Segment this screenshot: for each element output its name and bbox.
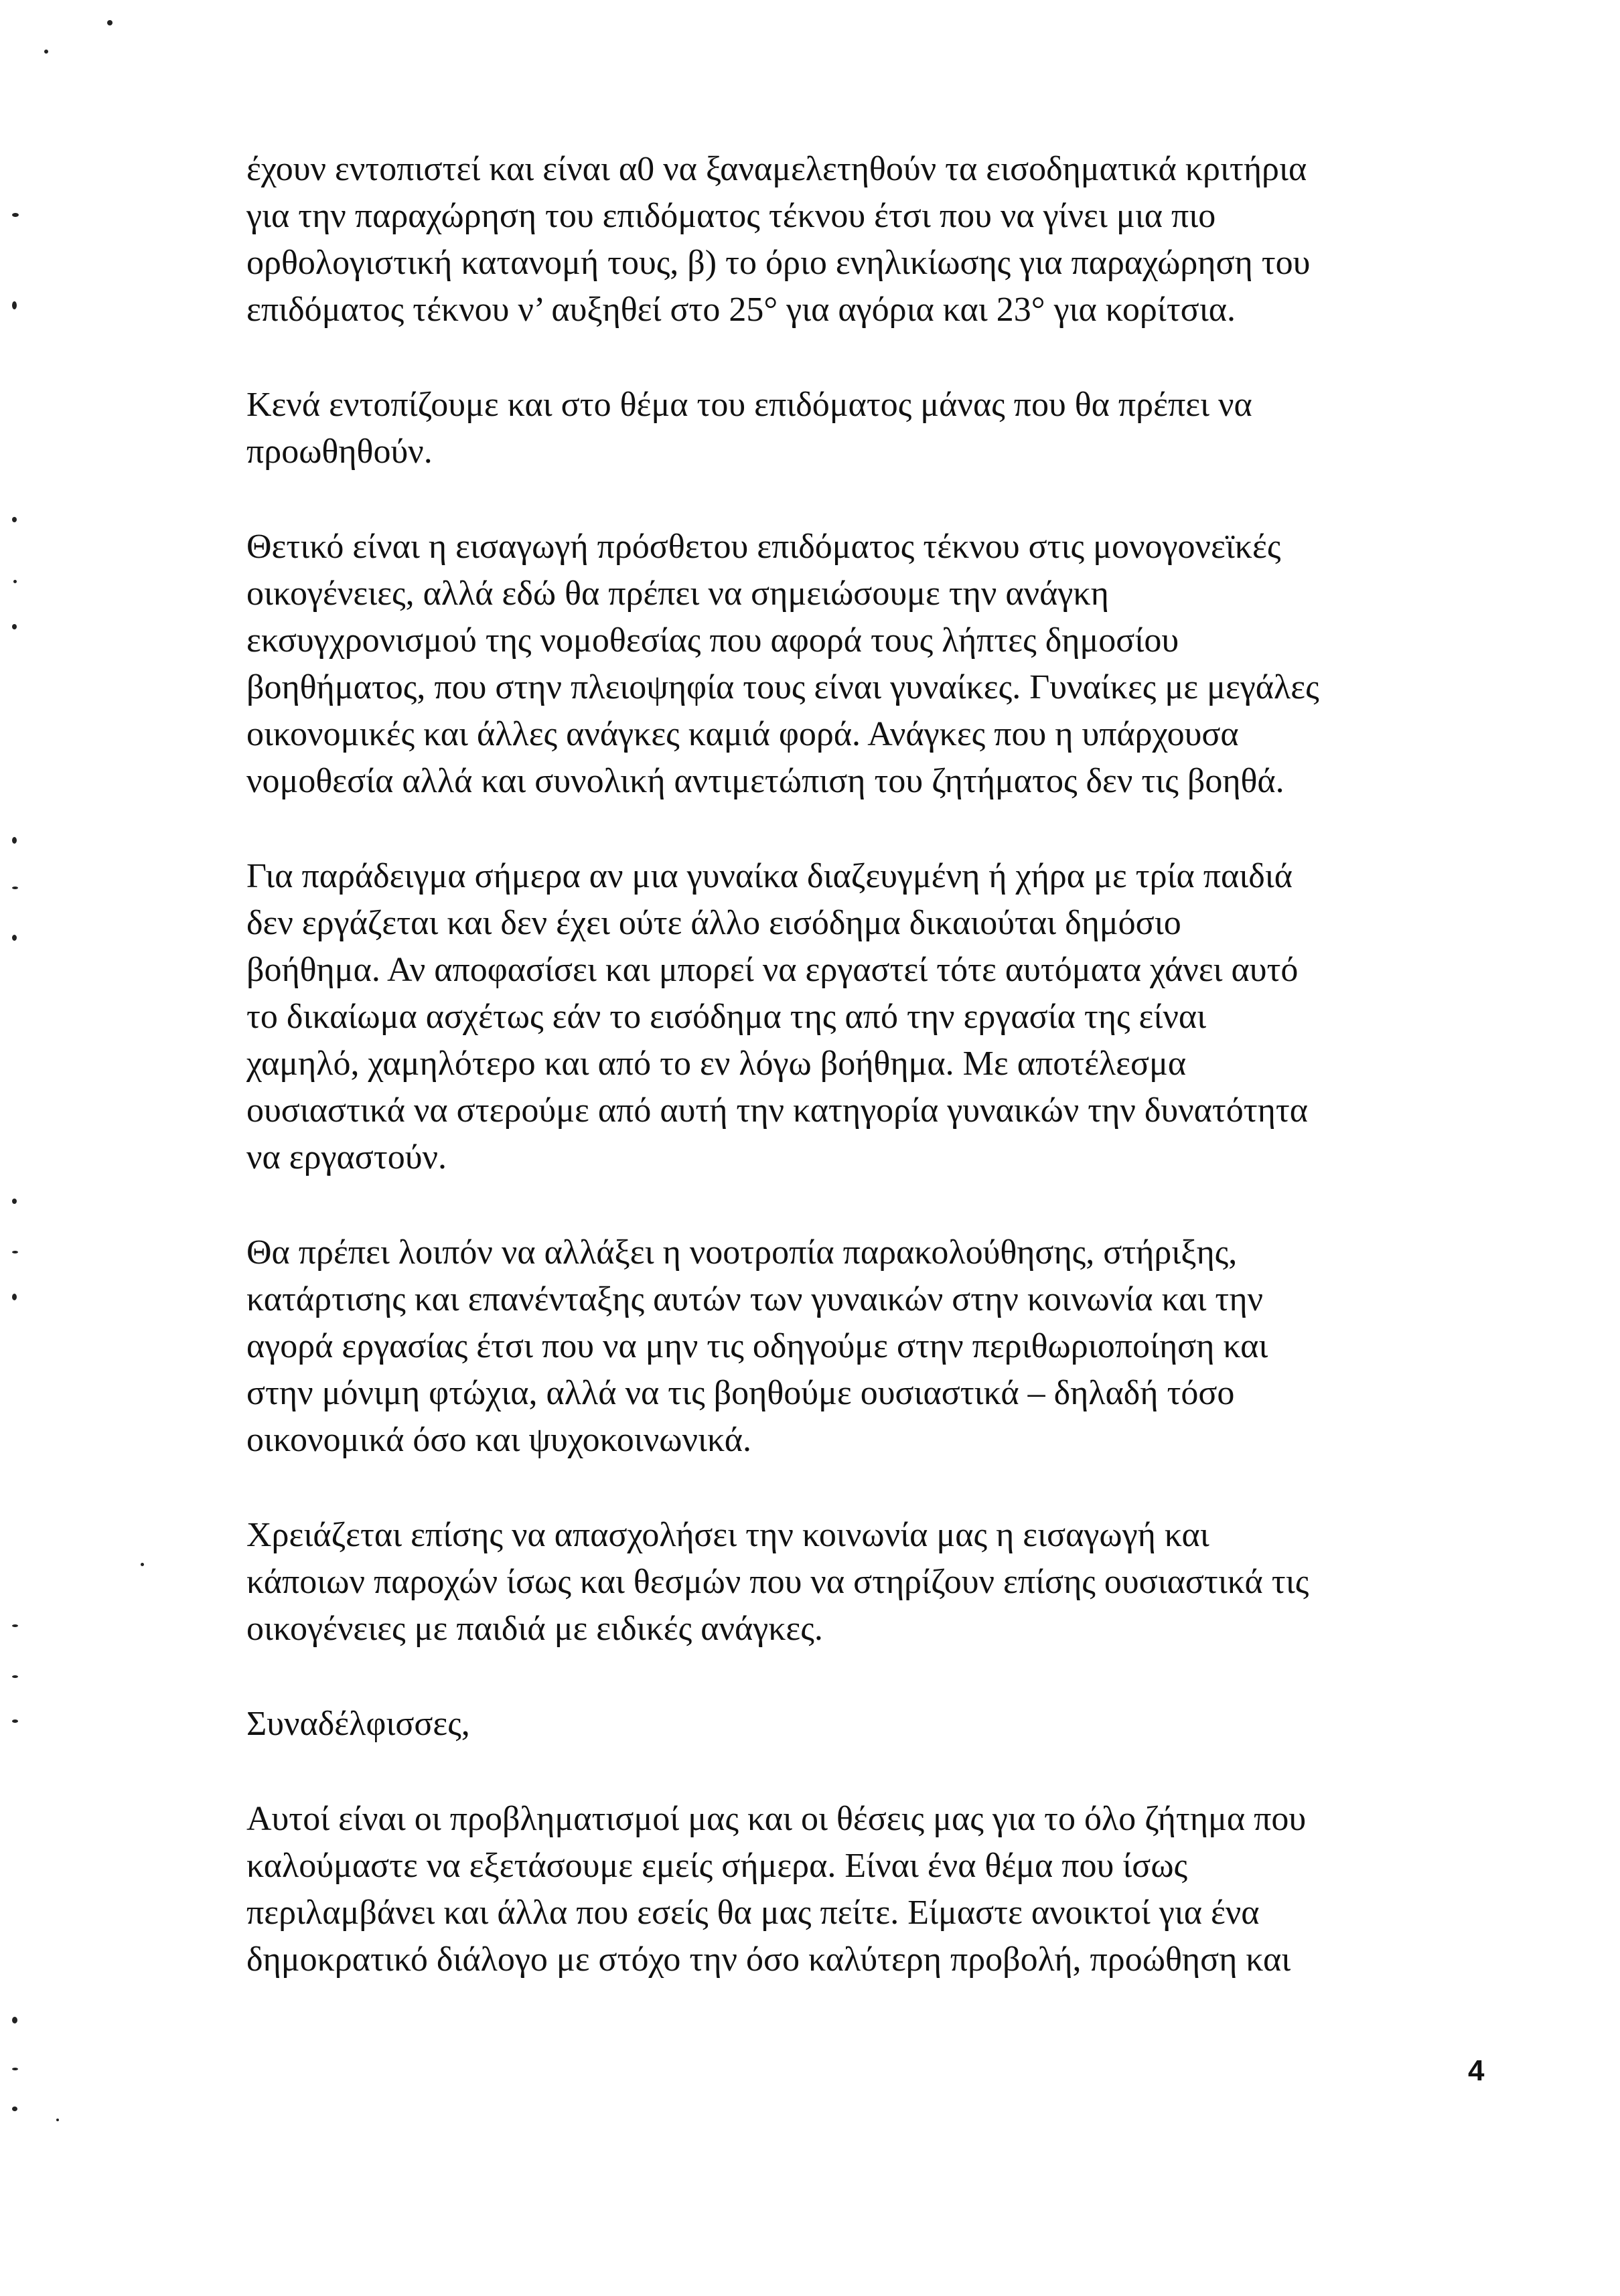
text-line: για την παραχώρηση του επιδόματος τέκνου έτσι που να γίνει μια πιο	[246, 197, 1216, 235]
paragraph-1	[246, 146, 1472, 333]
text-line: έχουν εντοπιστεί και είναι α0 να ξαναμελετηθούν τα εισοδηματικά κριτήρια	[246, 150, 1307, 188]
text-line: οικονομικά όσο και ψυχοκοινωνικά.	[246, 1421, 751, 1459]
scan-speck	[141, 1563, 144, 1566]
scan-speck	[12, 887, 18, 889]
salutation	[246, 1701, 1472, 1748]
text-line: να εργαστούν.	[246, 1138, 447, 1176]
paragraph-6	[246, 1512, 1472, 1653]
text-line: το δικαίωμα ασχέτως εάν το εισόδημα της από την εργασία της είναι	[246, 998, 1207, 1036]
paragraph-2	[246, 382, 1472, 475]
text-line: επιδόματος τέκνου ν’ αυξηθεί στο 25° για αγόρια και 23° για κορίτσια.	[246, 291, 1236, 329]
scan-speck	[56, 2119, 59, 2121]
page-number: 4	[1468, 2054, 1485, 2087]
scan-speck	[12, 1675, 18, 1678]
scan-speck	[12, 1624, 18, 1627]
scan-speck	[12, 517, 17, 522]
text-line: οικογένειες με παιδιά με ειδικές ανάγκες.	[246, 1610, 823, 1648]
paragraph-8	[246, 1796, 1472, 1983]
text-line: Θα πρέπει λοιπόν να αλλάξει η νοοτροπία παρακολούθησης, στήριξης,	[246, 1233, 1238, 1272]
scan-speck	[12, 2017, 17, 2023]
scan-speck	[12, 301, 17, 309]
scan-speck	[12, 1719, 18, 1723]
text-line: εκσυγχρονισμού της νομοθεσίας που αφορά τους λήπτες δημοσίου	[246, 621, 1179, 660]
text-line: βοηθήματος, που στην πλειοψηφία τους είναι γυναίκες. Γυναίκες με μεγάλες	[246, 668, 1319, 706]
text-line: βοήθημα. Αν αποφασίσει και μπορεί να εργαστεί τότε αυτόματα χάνει αυτό	[246, 951, 1299, 989]
text-line: Αυτοί είναι οι προβληματισμοί μας και οι θέσεις μας για το όλο ζήτημα που	[246, 1800, 1307, 1838]
text-line: Για παράδειγμα σήμερα αν μια γυναίκα διαζευγμένη ή χήρα με τρία παιδιά	[246, 857, 1293, 895]
scan-speck	[13, 580, 17, 583]
paragraph-5	[246, 1229, 1472, 1464]
scan-speck	[12, 1199, 17, 1204]
body-text	[246, 146, 1472, 2032]
text-line: προωθηθούν.	[246, 433, 433, 471]
text-line: δεν εργάζεται και δεν έχει ούτε άλλο εισόδημα δικαιούται δημόσιο	[246, 904, 1181, 942]
paragraph-3	[246, 524, 1472, 805]
scan-speck	[12, 213, 19, 217]
text-line: κάποιων παροχών ίσως και θεσμών που να στηρίζουν επίσης ουσιαστικά τις	[246, 1563, 1309, 1601]
scan-speck	[12, 624, 17, 629]
text-line: κατάρτισης και επανένταξης αυτών των γυναικών στην κοινωνία και την	[246, 1280, 1264, 1318]
text-line: στην μόνιμη φτώχια, αλλά να τις βοηθούμε ουσιαστικά – δηλαδή τόσο	[246, 1374, 1235, 1412]
scan-speck	[12, 935, 17, 941]
text-line: χαμηλό, χαμηλότερο και από το εν λόγω βοήθημα. Με αποτέλεσμα	[246, 1045, 1187, 1083]
text-line: Κενά εντοπίζουμε και στο θέμα του επιδόματος μάνας που θα πρέπει να	[246, 386, 1252, 424]
text-line: δημοκρατικό διάλογο με στόχο την όσο καλύτερη προβολή, προώθηση και	[246, 1940, 1291, 1979]
scan-speck	[12, 1251, 18, 1253]
text-line: περιλαμβάνει και άλλα που εσείς θα μας πείτε. Είμαστε ανοικτοί για ένα	[246, 1894, 1260, 1932]
text-line: αγορά εργασίας έτσι που να μην τις οδηγούμε στην περιθωριοποίηση και	[246, 1327, 1268, 1365]
text-line: καλούμαστε να εξετάσουμε εμείς σήμερα. Είναι ένα θέμα που ίσως	[246, 1847, 1188, 1885]
scan-speck	[12, 837, 17, 844]
text-line: Θετικό είναι η εισαγωγή πρόσθετου επιδόματος τέκνου στις μονογονεϊκές	[246, 528, 1281, 566]
scan-speck	[12, 2068, 18, 2070]
text-line: Χρειάζεται επίσης να απασχολήσει την κοινωνία μας η εισαγωγή και	[246, 1516, 1209, 1554]
text-line: Συναδέλφισσες,	[246, 1705, 470, 1743]
text-line: οικογένειες, αλλά εδώ θα πρέπει να σημειώσουμε την ανάγκη	[246, 575, 1109, 613]
paragraph-4	[246, 853, 1472, 1181]
scan-speck	[12, 2107, 17, 2111]
text-line: οικονομικές και άλλες ανάγκες καμιά φορά. Ανάγκες που η υπάρχουσα	[246, 715, 1239, 753]
scan-speck	[12, 1294, 17, 1300]
scan-speck	[107, 20, 113, 25]
scan-speck	[44, 50, 48, 54]
text-line: νομοθεσία αλλά και συνολική αντιμετώπιση του ζητήματος δεν τις βοηθά.	[246, 762, 1284, 800]
text-line: ουσιαστικά να στερούμε από αυτή την κατηγορία γυναικών την δυνατότητα	[246, 1091, 1308, 1130]
text-line: ορθολογιστική κατανομή τους, β) το όριο ενηλικίωσης για παραχώρηση του	[246, 244, 1311, 282]
